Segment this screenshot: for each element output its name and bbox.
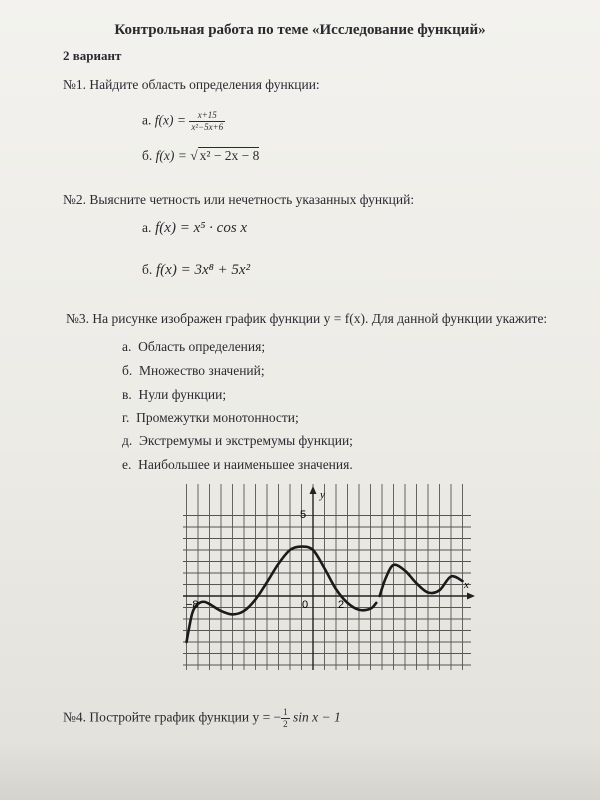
y-axis-arrow xyxy=(310,486,317,494)
task3-item xyxy=(122,363,265,379)
task4-end: sin x − 1 xyxy=(293,709,341,725)
task3-item-text: Экстремумы и экстремумы функции; xyxy=(139,433,353,448)
task3-item-text: Нули функции; xyxy=(138,387,227,402)
task1-b-label: б. xyxy=(142,148,153,163)
x-axis-arrow xyxy=(467,593,475,600)
task1-a-numerator: x+15 xyxy=(197,110,217,120)
task1-item-a xyxy=(142,110,225,133)
function-graph xyxy=(183,484,483,670)
task1-a-fraction xyxy=(189,110,225,133)
task3-item-label: е. xyxy=(122,457,132,472)
task3-item xyxy=(122,410,299,426)
task3-item-text: Множество значений; xyxy=(139,363,265,378)
y-axis-label: y xyxy=(320,489,325,501)
function-curve-segment-2 xyxy=(380,565,463,596)
task3-item xyxy=(122,457,353,473)
x-axis-label: x xyxy=(464,579,469,591)
task4-lead: №4. Постройте график функции y = − xyxy=(63,709,282,725)
task3-item-label: в. xyxy=(122,387,132,402)
task3-text: №3. На рисунке изображен график функции y = f(x). Для данной функции укажите: xyxy=(66,311,548,326)
task1-text: №1. Найдите область определения функции: xyxy=(63,77,320,92)
task3-item-label: г. xyxy=(122,410,130,425)
task4-fraction xyxy=(281,707,290,730)
task3-item xyxy=(122,387,226,403)
task4-text xyxy=(63,707,341,730)
task3-item xyxy=(122,433,353,449)
task3-item-label: б. xyxy=(122,363,133,378)
task1-b-radicand: x² − 2x − 8 xyxy=(199,148,260,163)
task3-item-label: д. xyxy=(122,433,133,448)
task3-item-text: Область определения; xyxy=(138,339,266,354)
variant-label: 2 вариант xyxy=(63,48,122,63)
task2-item-a xyxy=(142,220,247,237)
task3-item xyxy=(122,339,265,355)
task1-item-b xyxy=(142,148,259,164)
graph-grid xyxy=(183,484,471,670)
tick-label-0: 0 xyxy=(302,599,309,611)
tick-label-5: 5 xyxy=(300,509,307,521)
task1-a-lhs: f(x) = xyxy=(154,112,186,128)
task2-text: №2. Выясните четность или нечетность указанных функций: xyxy=(63,192,415,207)
tick-label-neg8: −8 xyxy=(186,599,199,611)
task2-item-b xyxy=(142,262,250,279)
task4-frac-den: 2 xyxy=(283,719,288,729)
task2-b-formula: f(x) = 3x⁸ + 5x² xyxy=(156,262,251,278)
page-shadow xyxy=(0,740,600,800)
task3-item-label: а. xyxy=(122,339,132,354)
tick-label-2: 2 xyxy=(338,599,345,611)
task4-frac-num: 1 xyxy=(283,707,288,717)
task2-a-formula: f(x) = x⁵ · cos x xyxy=(155,220,248,236)
task1-a-label: а. xyxy=(142,112,152,128)
task2-a-label: а. xyxy=(142,220,152,235)
task1-a-denominator: x²−5x+6 xyxy=(191,122,224,132)
task2-b-label: б. xyxy=(142,262,153,277)
task3-item-text: Промежутки монотонности; xyxy=(136,410,299,425)
task3-item-text: Наибольшее и наименьшее значения. xyxy=(138,457,353,472)
task1-b-lhs: f(x) = √ xyxy=(155,148,198,163)
page-title: Контрольная работа по теме «Исследование функций» xyxy=(114,22,486,38)
